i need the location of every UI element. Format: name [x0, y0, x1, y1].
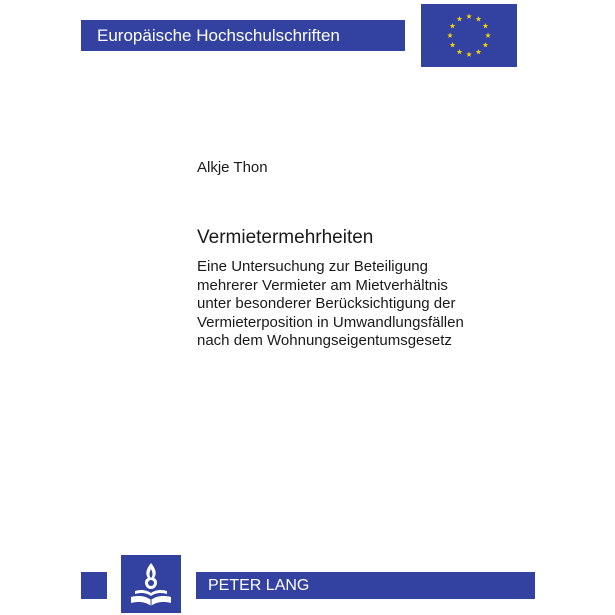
subtitle-line: mehrerer Vermieter am Mietverhältnis [197, 276, 448, 294]
flag-star-icon [447, 33, 453, 38]
flag-star-icon [466, 52, 472, 57]
publisher-logo-icon [121, 555, 181, 613]
flag-star-icon [483, 23, 489, 28]
flag-star-icon [483, 42, 489, 47]
subtitle-line: nach dem Wohnungseigentumsgesetz [197, 332, 452, 349]
subtitle-line: Vermieterposition in Umwandlungsfällen [197, 313, 464, 331]
flag-star-icon [485, 33, 491, 38]
flag-star-icon [466, 14, 472, 19]
eu-flag-icon [421, 4, 517, 67]
publisher-banner [196, 572, 535, 599]
flag-star-icon [476, 49, 482, 54]
publisher-name: PETER LANG [208, 577, 310, 594]
flag-star-icon [476, 16, 482, 21]
flag-star-icon [457, 16, 463, 21]
flag-star-icon [450, 23, 456, 28]
author-name: Alkje Thon [197, 159, 268, 176]
book-title: Vermietermehrheiten [197, 227, 374, 248]
series-banner [81, 20, 405, 51]
book-subtitle [197, 258, 464, 351]
decorative-square [81, 572, 107, 599]
series-title: Europäische Hochschulschriften [97, 26, 340, 45]
flag-star-icon [450, 42, 456, 47]
flag-star-icon [457, 49, 463, 54]
subtitle-line: Eine Untersuchung zur Beteiligung [197, 258, 428, 275]
subtitle-line: unter besonderer Berücksichtigung der [197, 295, 456, 312]
